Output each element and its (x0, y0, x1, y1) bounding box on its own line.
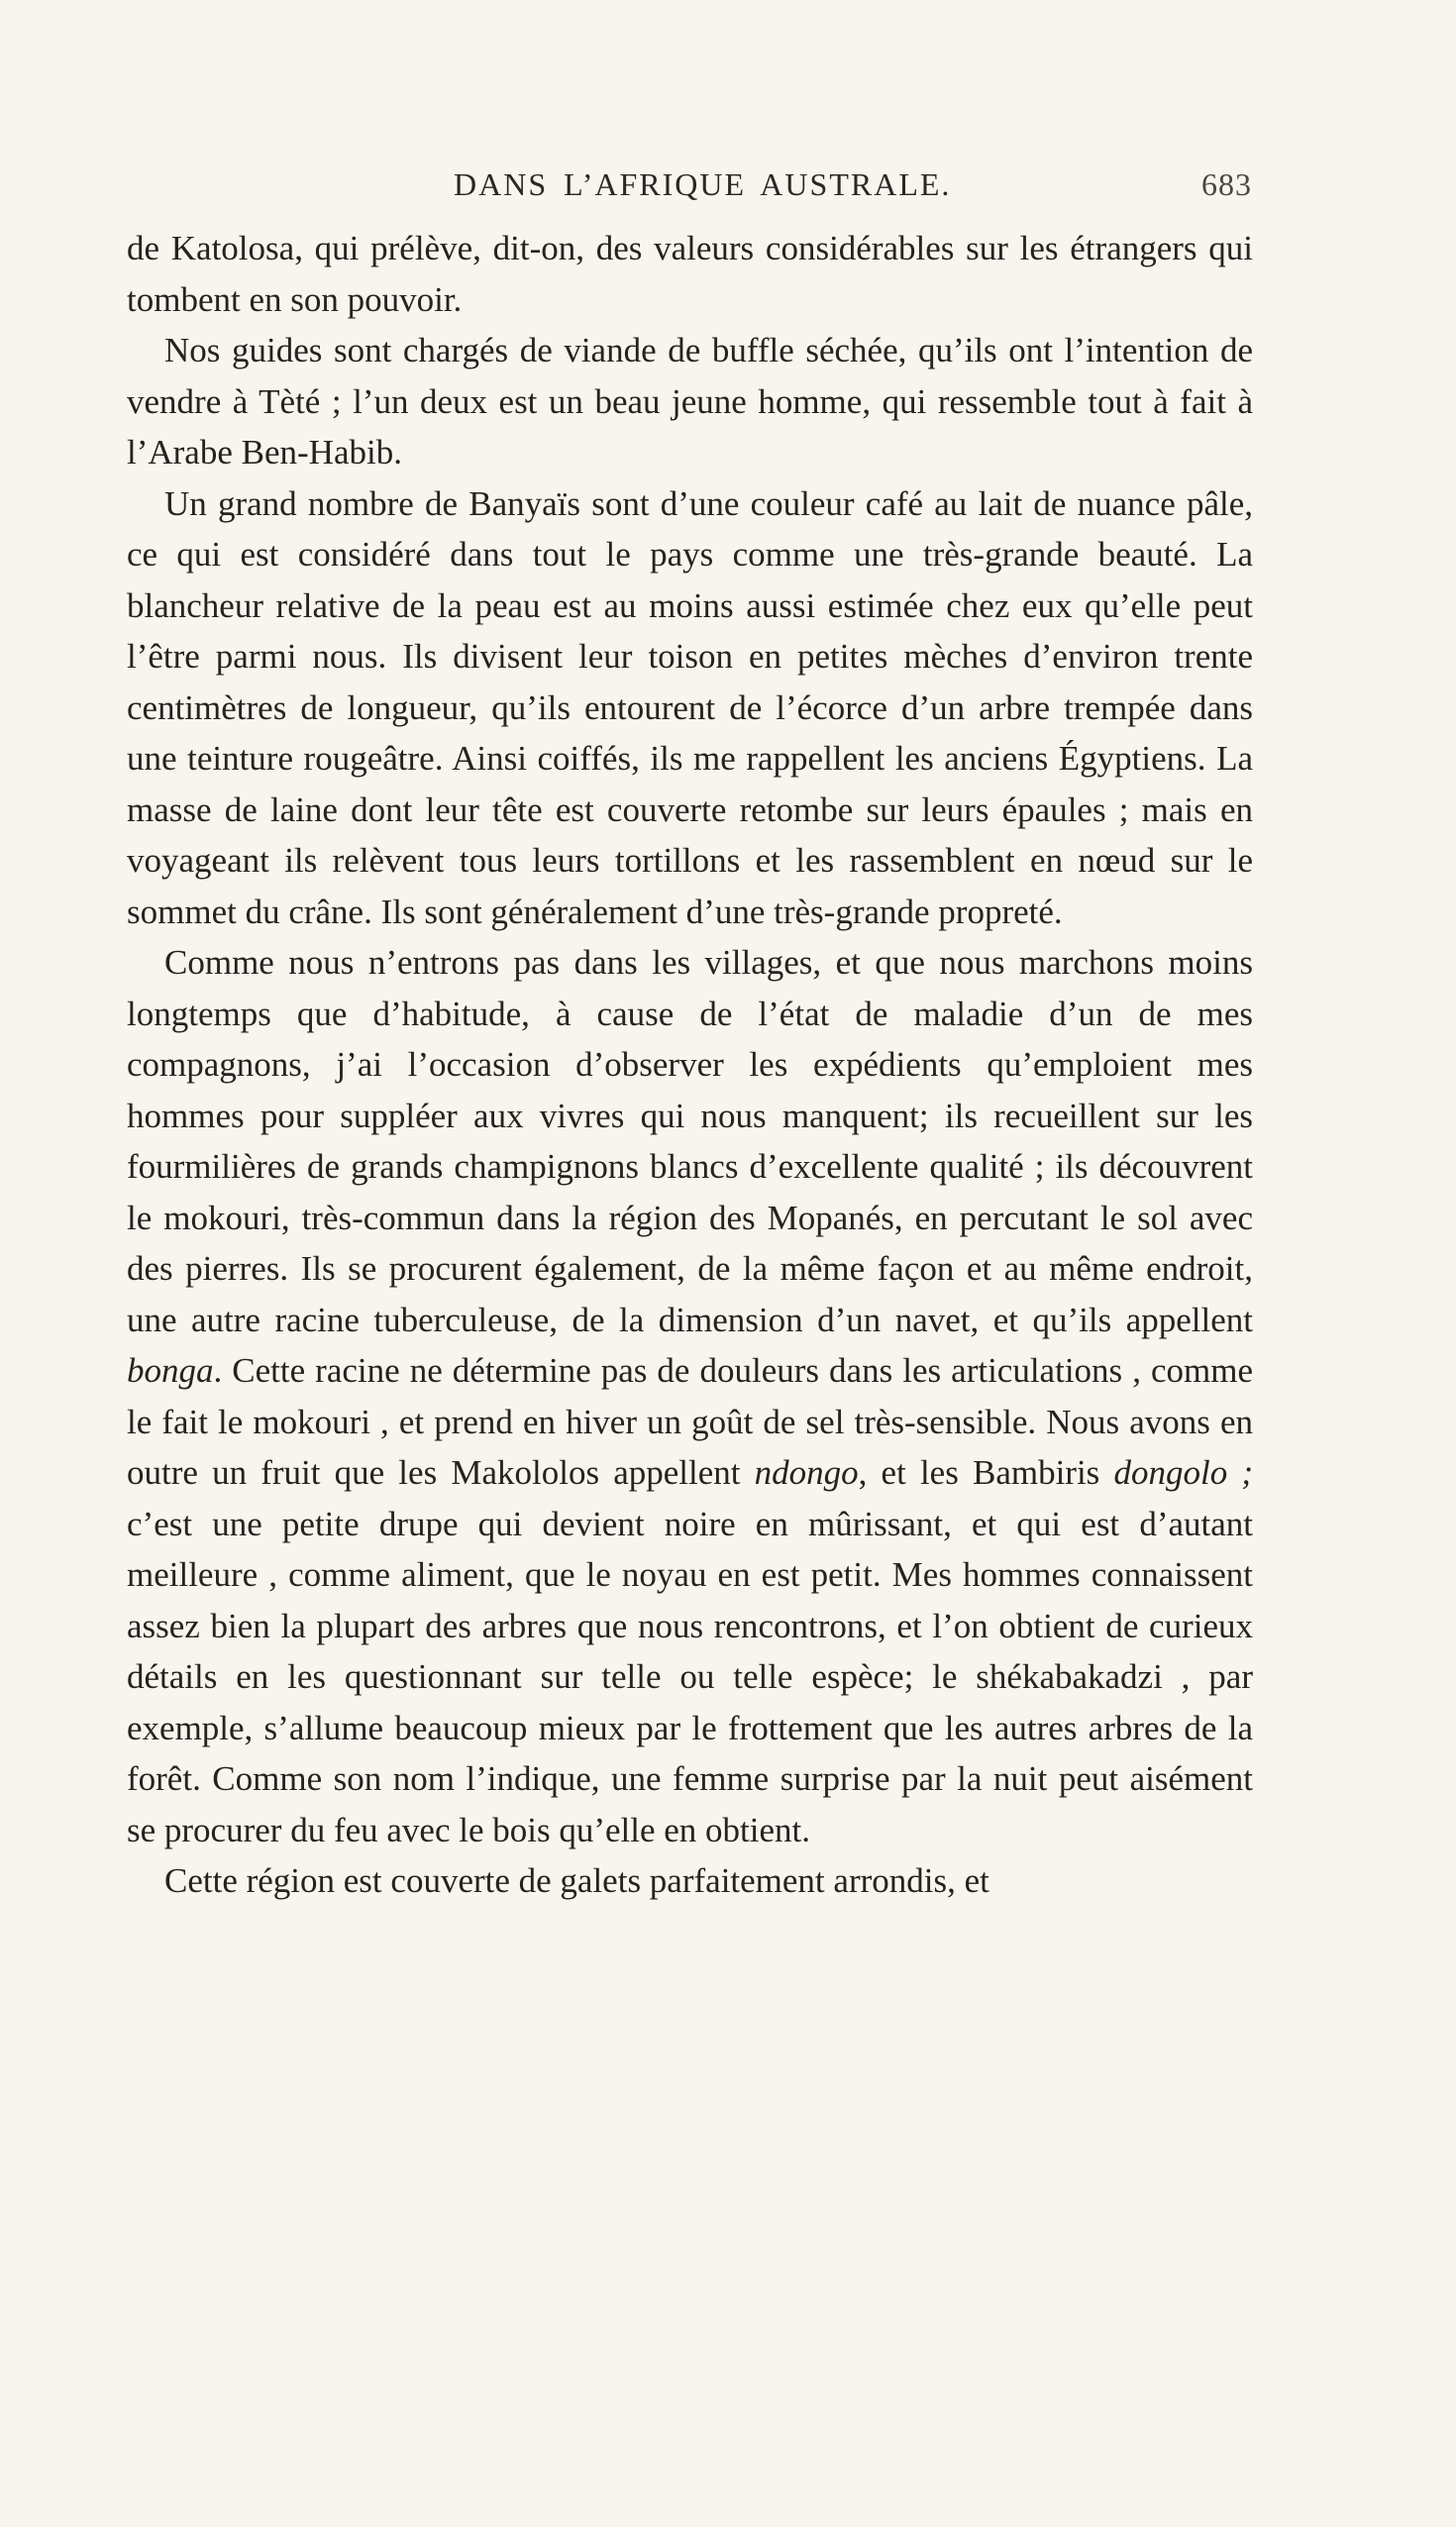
body-text (127, 223, 1253, 1907)
italic-term-dongolo: dongolo ; (1113, 1453, 1253, 1492)
paragraph-food-plants (127, 937, 1253, 1855)
page-header (0, 166, 1456, 216)
italic-term-bonga: bonga (127, 1351, 214, 1390)
paragraph-banyais: Un grand nombre de Banyaïs sont d’une couleur café au lait de nuance pâle, ce qui est considéré dans tout le pays comme une très-grande beauté. La blancheur relative de la peau est au moins aussi estimée chez eux qu’elle peut l’être parmi nous. Ils divisent leur toison en petites mèches d’environ trente centimètres de longueur, qu’ils entourent de l’écorce d’un arbre trempée dans une teinture rougeâtre. Ainsi coiffés, ils me rappellent les anciens Égyptiens. La masse de laine dont leur tête est couverte retombe sur leurs épaules ; mais en voyageant ils relèvent tous leurs tortillons et les rassemblent en nœud sur le sommet du crâne. Ils sont généralement d’une très-grande propreté. (127, 483, 1253, 931)
text-segment: c’est une petite drupe qui devient noire en mûrissant, et qui est d’autant meilleure , comme aliment, que le noyau en est petit. Mes hommes connaissent assez bien la plupart des arbres que nous rencontrons, et l’on obtient de curieux détails en les questionnant sur telle ou telle espèce; le shékabakadzi , par exemple, s’allume beaucoup mieux par le frottement que les autres arbres de la forêt. Comme son nom l’indique, une femme surprise par la nuit peut aisément se procurer du feu avec le bois qu’elle en obtient. (127, 1504, 1253, 1849)
italic-term-ndongo: ndongo (754, 1453, 859, 1492)
paragraph-continued: de Katolosa, qui prélève, dit-on, des valeurs considérables sur les étrangers qui tombent en son pouvoir. (127, 229, 1253, 319)
text-segment: , et les Bambiris (858, 1453, 1114, 1492)
paragraph-guides: Nos guides sont chargés de viande de buffle séchée, qu’ils ont l’intention de vendre à Tèté ; l’un deux est un beau jeune homme, qui ressemble tout à fait à l’Arabe Ben-Habib. (127, 331, 1253, 472)
paragraph-pebbles: Cette région est couverte de galets parfaitement arrondis, et (164, 1861, 989, 1900)
text-segment: Comme nous n’entrons pas dans les villages, et que nous marchons moins longtemps que d’habitude, à cause de l’état de maladie d’un de mes compagnons, j’ai l’occasion d’observer les expédients qu’emploient mes hommes pour suppléer aux vivres qui nous manquent; ils recueillent sur les fourmilières de grands champignons blancs d’excellente qualité ; ils découvrent le mokouri, très-commun dans la région des Mopanés, en percutant le sol avec des pierres. Ils se procurent également, de la même façon et au même endroit, une autre racine tuberculeuse, de la dimension d’un navet, et qu’ils appellent (127, 943, 1253, 1339)
text-segment: . Cette racine ne détermine pas de douleurs dans les articulations , comme le fait le mokouri , et prend en hiver un goût de sel très-sensible. Nous avons en outre un fruit que les Makololos appellent (127, 1351, 1253, 1492)
running-title: DANS L’AFRIQUE AUSTRALE. (454, 166, 952, 202)
page-number: 683 (1201, 166, 1252, 202)
